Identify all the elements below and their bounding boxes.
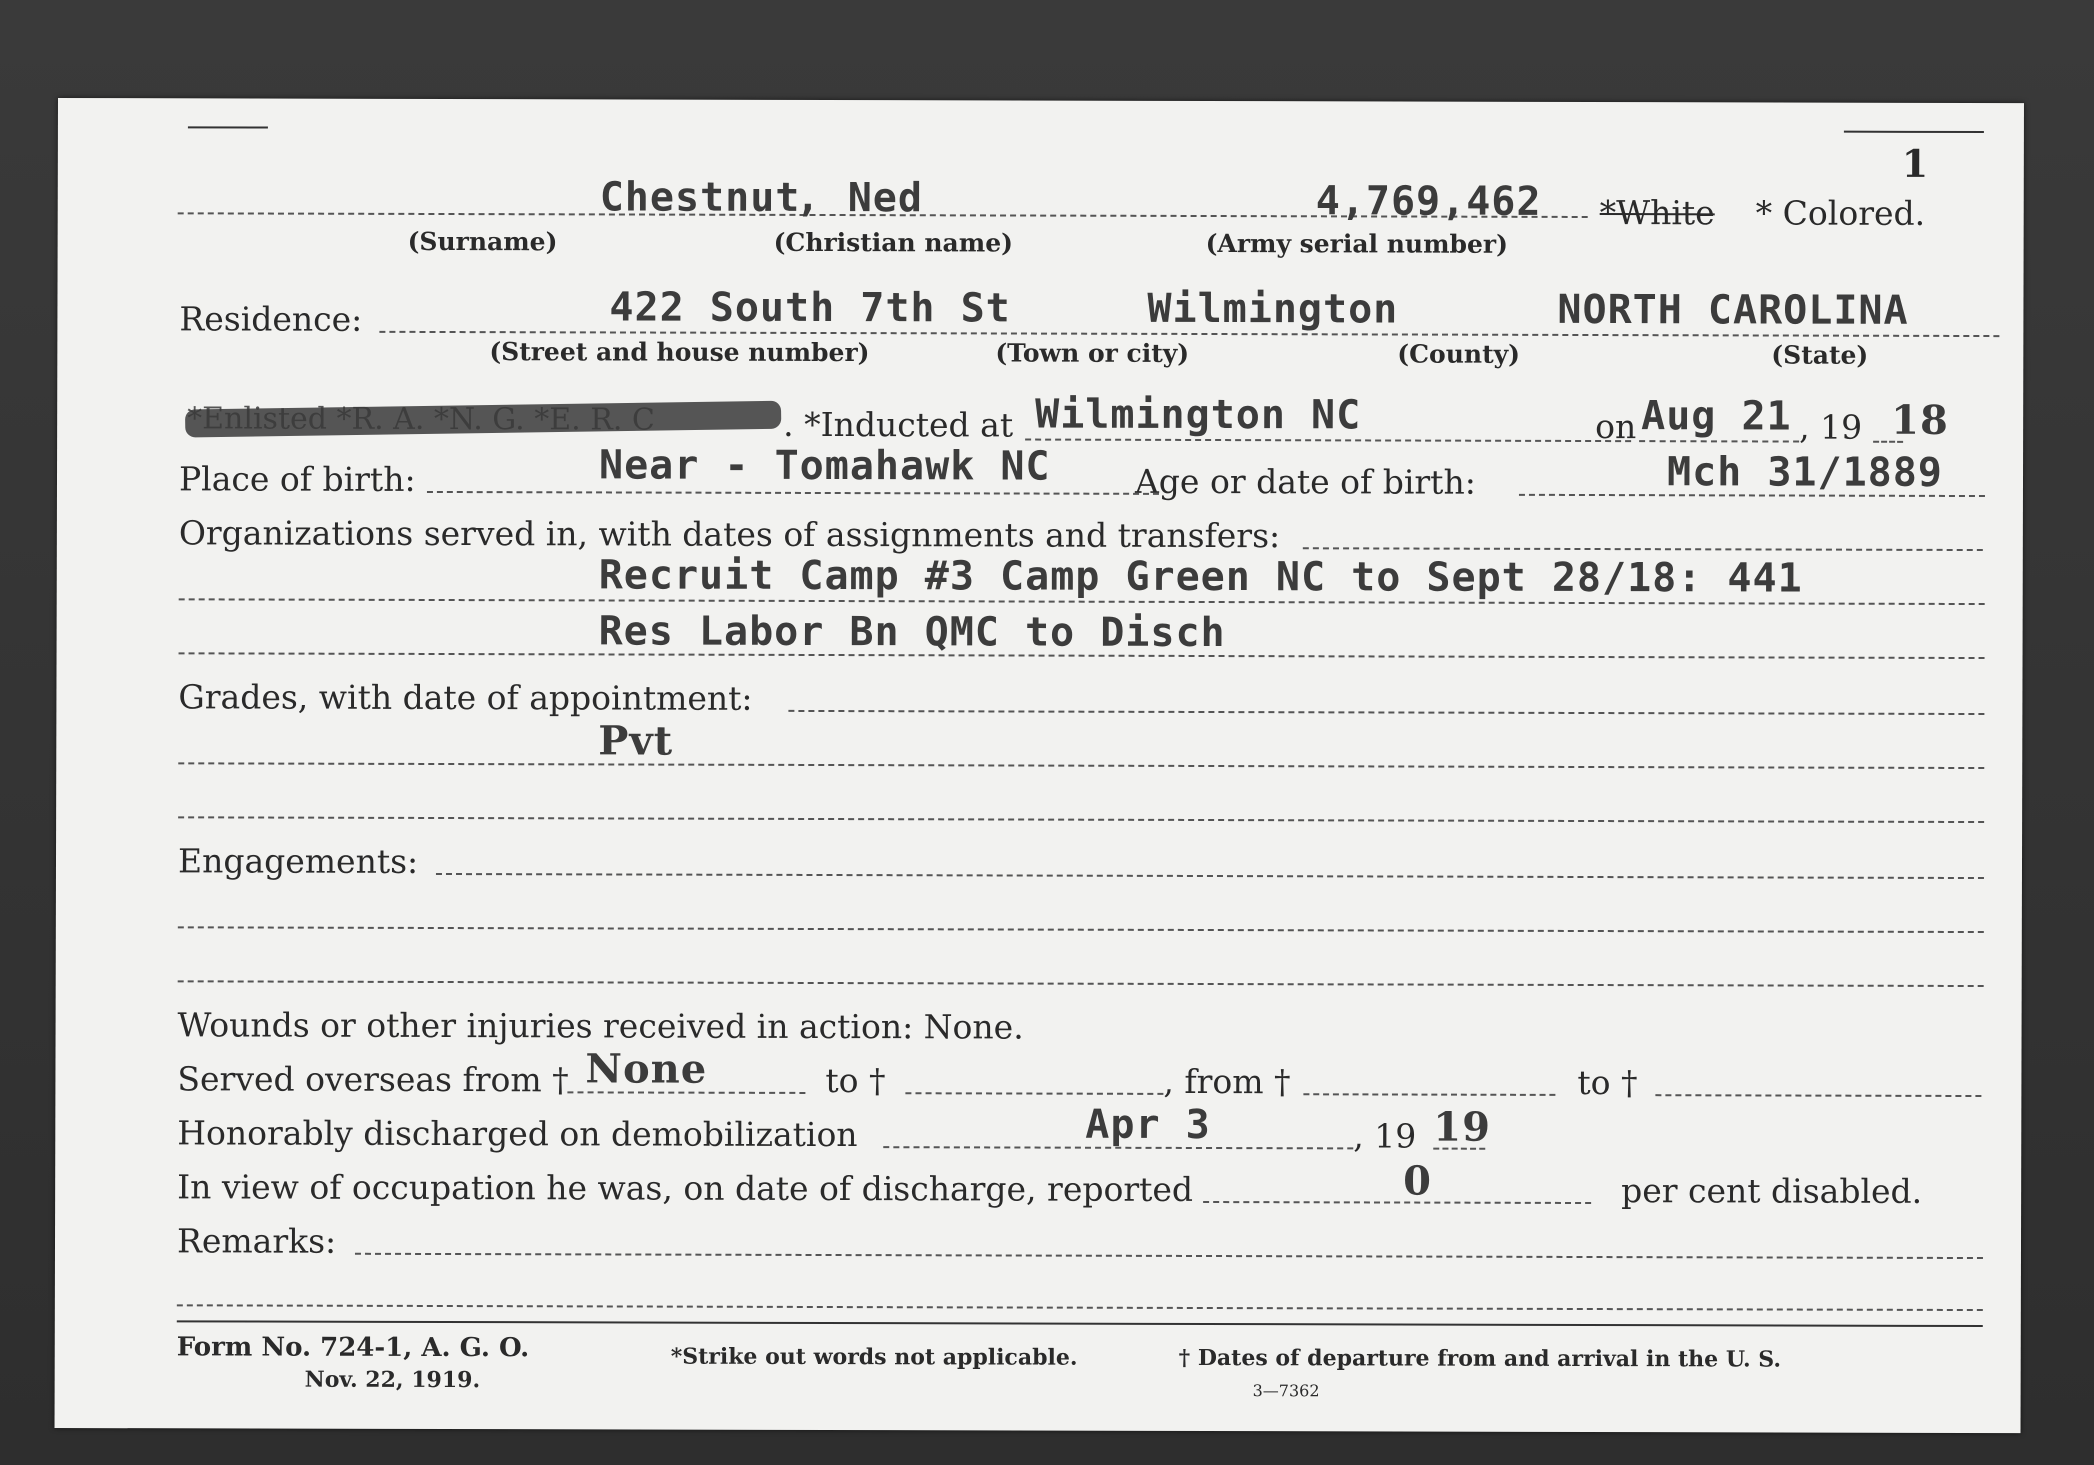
state-caption: (State) [1771, 340, 1869, 370]
race-white-label: *White [1599, 193, 1715, 233]
christian-name-caption: (Christian name) [773, 227, 1014, 258]
discharge-label: Honorably discharged on demobilization [177, 1113, 858, 1155]
induction-date-line [1639, 440, 1799, 442]
dagger-note: † Dates of departure from and arrival in the U. S. [1178, 1344, 1782, 1373]
disability-suffix: per cent disabled. [1621, 1171, 1923, 1211]
overseas-to-line-2 [1655, 1094, 1981, 1097]
overseas-to-line-1 [905, 1092, 1163, 1095]
county-caption: (County) [1397, 339, 1521, 369]
overseas-value: None [585, 1045, 708, 1093]
serial-number-value: 4,769,462 [1315, 178, 1542, 225]
card-number: 1 [1901, 140, 1929, 186]
grades-label: Grades, with date of appointment: [178, 677, 753, 718]
surname-caption: (Surname) [407, 226, 558, 257]
form-number: Form No. 724-1, A. G. O. [176, 1332, 530, 1364]
induction-on-label: on [1595, 407, 1637, 447]
disability-label: In view of occupation he was, on date of discharge, reported [177, 1167, 1194, 1209]
age-label: Age or date of birth: [1134, 461, 1476, 502]
print-code: 3—7362 [1252, 1381, 1320, 1401]
town-value: Wilmington [1147, 285, 1399, 333]
age-value: Mch 31/1889 [1666, 449, 1943, 496]
discharge-year-value: 19 [1433, 1103, 1492, 1151]
organizations-entry-1: Recruit Camp #3 Camp Green NC to Sept 28/18: 441 [598, 552, 1803, 602]
top-left-rule [188, 126, 268, 128]
grade-value: Pvt [598, 717, 674, 765]
engagements-label: Engagements: [177, 841, 419, 881]
inducted-label: . *Inducted at [783, 404, 1014, 445]
overseas-to-label-1: to † [825, 1061, 886, 1101]
remarks-line-2 [177, 1304, 1983, 1311]
street-caption: (Street and house number) [489, 337, 870, 368]
induction-year-prefix: , 19 [1799, 407, 1863, 447]
strike-out-note: *Strike out words not applicable. [670, 1343, 1078, 1371]
street-value: 422 South 7th St [609, 284, 1011, 332]
overseas-from-label: Served overseas from † [177, 1059, 569, 1100]
service-record-card [55, 98, 2024, 1433]
organizations-entry-2: Res Labor Bn QMC to Disch [598, 608, 1226, 657]
disability-line [1203, 1201, 1591, 1204]
overseas-from-label-2: , from † [1163, 1061, 1291, 1102]
residence-label: Residence: [179, 299, 363, 339]
place-of-birth-label: Place of birth: [178, 459, 416, 499]
place-of-birth-value: Near - Tomahawk NC [598, 442, 1051, 490]
induction-year-value: 18 [1891, 396, 1949, 444]
engagements-line-2 [178, 980, 1984, 987]
engagements-line-1 [178, 926, 1984, 933]
organizations-label: Organizations served in, with dates of assignments and transfers: [178, 513, 1281, 556]
disability-value: 0 [1403, 1157, 1433, 1205]
state-value: NORTH CAROLINA [1557, 286, 1909, 334]
grades-line-1 [178, 762, 1984, 769]
remarks-label: Remarks: [176, 1221, 337, 1261]
remarks-line-1 [355, 1253, 1983, 1259]
wounds-label: Wounds or other injuries received in action: None. [177, 1005, 1024, 1047]
serial-number-caption: (Army serial number) [1205, 229, 1508, 259]
discharge-date-value: Apr 3 [1085, 1101, 1211, 1149]
organizations-label-line [1303, 547, 1983, 551]
form-date: Nov. 22, 1919. [304, 1366, 481, 1394]
place-of-birth-line [427, 491, 1159, 495]
town-caption: (Town or city) [995, 338, 1190, 368]
discharge-year-prefix: , 19 [1353, 1116, 1417, 1156]
engagements-label-line [436, 873, 1984, 879]
grades-label-line [788, 710, 1984, 715]
inducted-line [1025, 439, 1631, 443]
footer-rule [177, 1320, 1983, 1327]
induction-date-value: Aug 21 [1641, 393, 1792, 440]
race-colored-label: * Colored. [1755, 193, 1926, 233]
top-right-rule [1844, 131, 1984, 133]
overseas-from-line-2 [1303, 1093, 1555, 1096]
surname-value: Chestnut [599, 174, 801, 221]
overseas-to-label-2: to † [1577, 1062, 1638, 1103]
inducted-place-value: Wilmington NC [1035, 391, 1362, 439]
grades-line-2 [178, 816, 1984, 823]
name-separator: , [795, 174, 821, 221]
christian-name-value: Ned [847, 175, 924, 222]
